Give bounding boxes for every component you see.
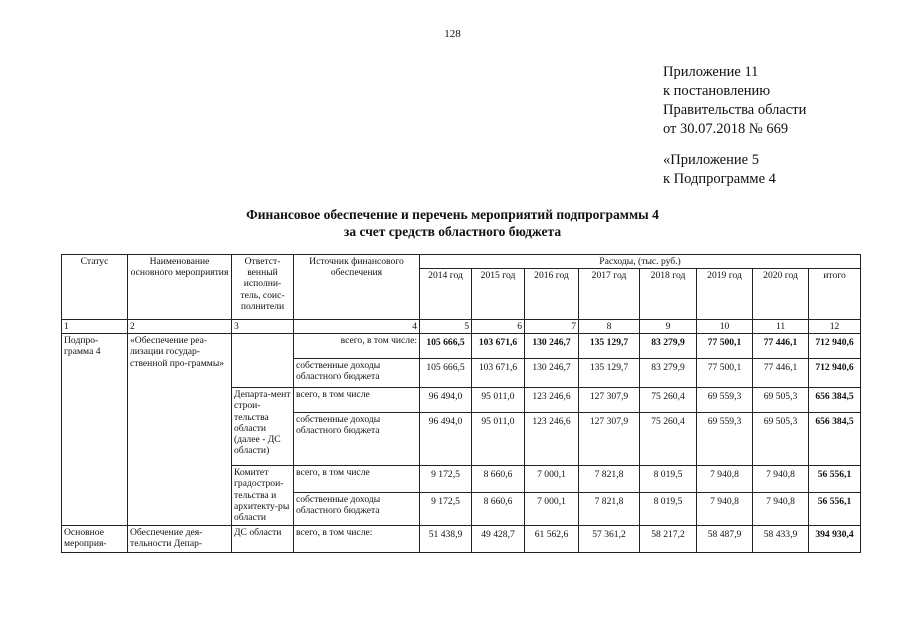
value-cell: 96 494,0 — [420, 413, 472, 466]
header-status: Статус — [62, 255, 128, 320]
table-row — [62, 334, 861, 359]
responsible-cell: Департа-мент строи-тельства области (далее - ДС области) — [232, 388, 294, 466]
col-number: 3 — [232, 320, 294, 334]
value-cell: 127 307,9 — [579, 413, 640, 466]
document-title — [0, 206, 905, 240]
value-cell: 7 821,8 — [579, 493, 640, 526]
col-number: 10 — [697, 320, 753, 334]
col-number: 8 — [579, 320, 640, 334]
title-line-1: Финансовое обеспечение и перечень мероприятий подпрограммы 4 — [246, 207, 659, 222]
col-number: 7 — [525, 320, 579, 334]
value-cell: 130 246,7 — [525, 334, 579, 359]
value-cell: 57 361,2 — [579, 526, 640, 553]
value-cell: 7 940,8 — [697, 466, 753, 493]
total-cell: 394 930,4 — [809, 526, 861, 553]
header-expenses: Расходы, (тыс. руб.) — [420, 255, 861, 269]
value-cell: 7 000,1 — [525, 493, 579, 526]
value-cell: 105 666,5 — [420, 334, 472, 359]
value-cell: 7 000,1 — [525, 466, 579, 493]
value-cell: 75 260,4 — [640, 388, 697, 413]
value-cell: 77 446,1 — [753, 359, 809, 388]
value-cell: 69 505,3 — [753, 388, 809, 413]
annex-line: Правительства области — [663, 102, 807, 118]
value-cell: 8 660,6 — [472, 493, 525, 526]
value-cell: 8 019,5 — [640, 493, 697, 526]
col-number: 2 — [128, 320, 232, 334]
col-number: 9 — [640, 320, 697, 334]
value-cell: 69 505,3 — [753, 413, 809, 466]
table-row — [62, 526, 861, 553]
total-cell: 56 556,1 — [809, 466, 861, 493]
total-cell: 56 556,1 — [809, 493, 861, 526]
header-responsible: Ответст-венный исполни-тель, соис-полнители — [232, 255, 294, 320]
source-cell: всего, в том числе — [294, 388, 420, 413]
name-cell: «Обеспечение реа-лизации государ-ственной про-граммы» — [128, 334, 232, 526]
column-numbers-row — [62, 320, 861, 334]
value-cell: 103 671,6 — [472, 359, 525, 388]
total-cell: 656 384,5 — [809, 413, 861, 466]
status-cell: Подпро-грамма 4 — [62, 334, 128, 526]
value-cell: 123 246,6 — [525, 388, 579, 413]
source-cell: собственные доходы областного бюджета — [294, 493, 420, 526]
header-year: 2014 год — [420, 269, 472, 320]
responsible-cell — [232, 334, 294, 388]
header-year: 2016 год — [525, 269, 579, 320]
header-name: Наименование основного мероприятия — [128, 255, 232, 320]
value-cell: 51 438,9 — [420, 526, 472, 553]
value-cell: 58 433,9 — [753, 526, 809, 553]
title-line-2: за счет средств областного бюджета — [343, 224, 562, 239]
header-year: 2015 год — [472, 269, 525, 320]
value-cell: 75 260,4 — [640, 413, 697, 466]
col-number: 5 — [420, 320, 472, 334]
value-cell: 77 500,1 — [697, 334, 753, 359]
value-cell: 9 172,5 — [420, 466, 472, 493]
total-cell: 712 940,6 — [809, 334, 861, 359]
value-cell: 9 172,5 — [420, 493, 472, 526]
value-cell: 135 129,7 — [579, 359, 640, 388]
col-number: 1 — [62, 320, 128, 334]
value-cell: 8 019,5 — [640, 466, 697, 493]
col-number: 12 — [809, 320, 861, 334]
name-cell: Обеспечение дея-тельности Депар- — [128, 526, 232, 553]
value-cell: 7 821,8 — [579, 466, 640, 493]
value-cell: 95 011,0 — [472, 388, 525, 413]
value-cell: 69 559,3 — [697, 413, 753, 466]
annex-sub-line: к Подпрограмме 4 — [663, 171, 776, 187]
value-cell: 127 307,9 — [579, 388, 640, 413]
value-cell: 105 666,5 — [420, 359, 472, 388]
responsible-cell: Комитет градострои-тельства и архитекту-ры области — [232, 466, 294, 526]
value-cell: 8 660,6 — [472, 466, 525, 493]
header-year: 2018 год — [640, 269, 697, 320]
header-source: Источник финансового обеспечения — [294, 255, 420, 320]
value-cell: 83 279,9 — [640, 359, 697, 388]
value-cell: 58 217,2 — [640, 526, 697, 553]
header-total: итого — [809, 269, 861, 320]
col-number: 11 — [753, 320, 809, 334]
value-cell: 123 246,6 — [525, 413, 579, 466]
source-cell: всего, в том числе: — [294, 526, 420, 553]
annex-sub-header — [663, 151, 776, 189]
annex-line: к постановлению — [663, 83, 771, 99]
annex-sub-line: «Приложение 5 — [663, 152, 759, 168]
value-cell: 61 562,6 — [525, 526, 579, 553]
value-cell: 77 500,1 — [697, 359, 753, 388]
value-cell: 7 940,8 — [753, 466, 809, 493]
source-cell: собственные доходы областного бюджета — [294, 359, 420, 388]
header-year: 2019 год — [697, 269, 753, 320]
financing-table — [61, 254, 861, 553]
value-cell: 95 011,0 — [472, 413, 525, 466]
value-cell: 135 129,7 — [579, 334, 640, 359]
value-cell: 58 487,9 — [697, 526, 753, 553]
value-cell: 103 671,6 — [472, 334, 525, 359]
value-cell: 130 246,7 — [525, 359, 579, 388]
header-year: 2020 год — [753, 269, 809, 320]
header-row — [62, 255, 861, 269]
annex-header — [663, 63, 806, 139]
value-cell: 69 559,3 — [697, 388, 753, 413]
header-year: 2017 год — [579, 269, 640, 320]
source-cell: всего, в том числе — [294, 466, 420, 493]
value-cell: 7 940,8 — [753, 493, 809, 526]
responsible-cell: ДС области — [232, 526, 294, 553]
value-cell: 96 494,0 — [420, 388, 472, 413]
annex-line: от 30.07.2018 № 669 — [663, 121, 789, 137]
page-number: 128 — [444, 28, 461, 40]
value-cell: 83 279,9 — [640, 334, 697, 359]
value-cell: 49 428,7 — [472, 526, 525, 553]
col-number: 4 — [294, 320, 420, 334]
total-cell: 656 384,5 — [809, 388, 861, 413]
status-cell: Основное мероприя- — [62, 526, 128, 553]
annex-line: Приложение 11 — [663, 64, 759, 80]
source-cell: всего, в том числе: — [294, 334, 420, 359]
col-number: 6 — [472, 320, 525, 334]
total-cell: 712 940,6 — [809, 359, 861, 388]
value-cell: 77 446,1 — [753, 334, 809, 359]
value-cell: 7 940,8 — [697, 493, 753, 526]
source-cell: собственные доходы областного бюджета — [294, 413, 420, 466]
